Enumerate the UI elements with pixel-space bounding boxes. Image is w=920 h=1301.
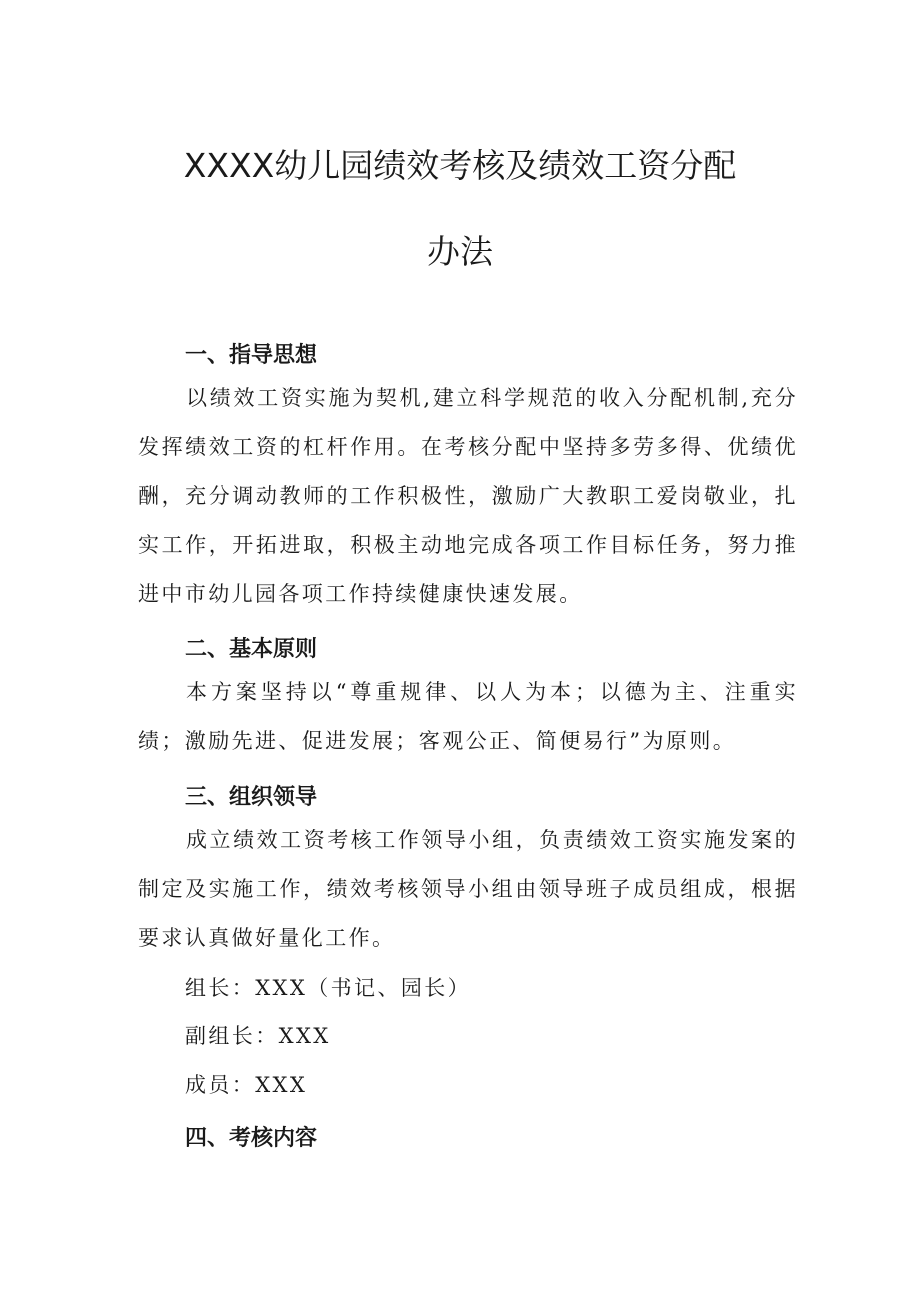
section-heading-guiding-ideology: 一、指导思想	[185, 343, 318, 368]
member-members: 成员：XXX	[185, 1073, 308, 1097]
section-heading-basic-principles: 二、基本原则	[185, 637, 318, 662]
section-paragraph-guiding-ideology: 以绩效工资实施为契机,建立科学规范的收入分配机制,充分发挥绩效工资的杠杆作用。在考核分配中坚持多劳多得、优绩优酬，充分调动教师的工作积极性，激励广大教职工爱岗敬业，扎实工作，开拓进取，积极主动地完成各项工作目标任务，努力推进中市幼儿园各项工作持续健康快速发展。	[138, 386, 798, 606]
member-deputy-leader: 副组长：XXX	[185, 1024, 331, 1048]
document-title-line1: XXXX幼儿园绩效考核及绩效工资分配	[183, 146, 737, 185]
section-paragraph-basic-principles: 本方案坚持以“尊重规律、以人为本；以德为主、注重实绩；激励先进、促进发展；客观公正、简便易行”为原则。	[138, 680, 798, 753]
section-heading-organization: 三、组织领导	[185, 785, 318, 810]
document-title-line2: 办法	[427, 232, 493, 271]
section-paragraph-organization: 成立绩效工资考核工作领导小组，负责绩效工资实施发案的制定及实施工作，绩效考核领导小组由领导班子成员组成，根据要求认真做好量化工作。	[138, 828, 798, 950]
member-leader: 组长：XXX（书记、园长）	[185, 976, 472, 1000]
section-heading-assessment-content: 四、考核内容	[185, 1126, 318, 1151]
